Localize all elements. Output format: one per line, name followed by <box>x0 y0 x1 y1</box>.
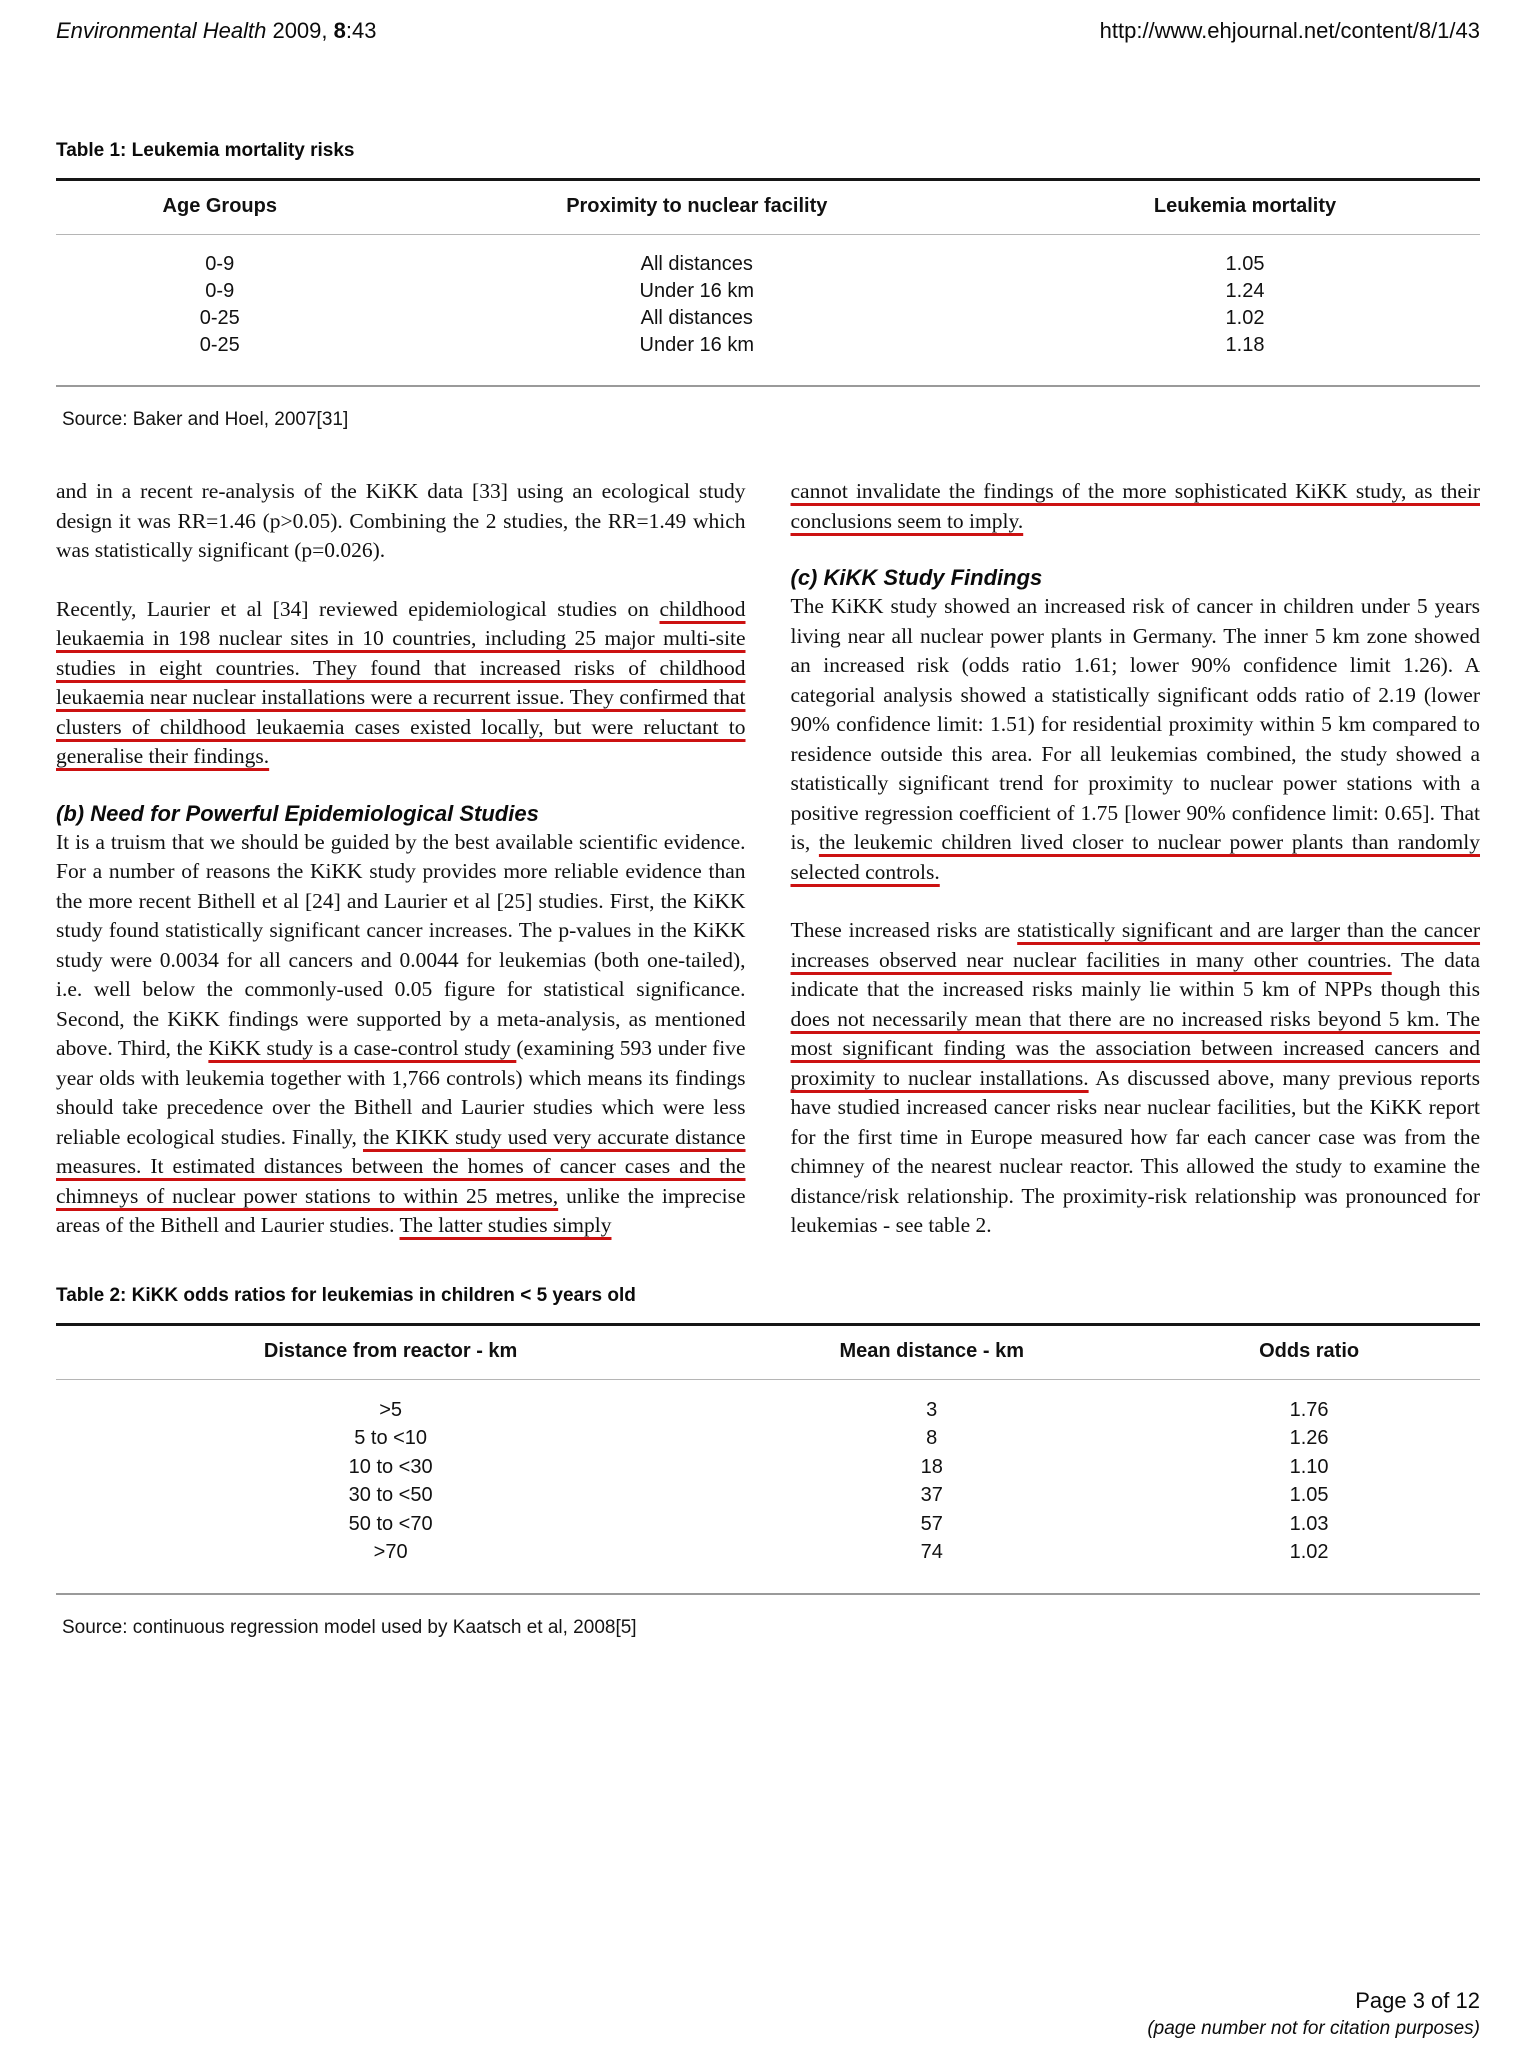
table2-header-row <box>56 1326 1480 1379</box>
table-cell: 30 to <50 <box>348 1484 433 1506</box>
red-underlined-text: KiKK study is a case-control study <box>208 1036 517 1060</box>
left-column <box>56 477 746 1241</box>
table-cell: All distances <box>640 253 753 275</box>
red-underlined-text: childhood leukaemia in 198 nuclear sites in 10 countries, including 25 major multi-site studies in eight countries. They found that increased risks of childhood leukaemia near nuclear installations were a recurrent issue. They confirmed that clusters of childhood leukaemia cases existed locally, but were reluctant to generalise their findings. <box>56 596 746 768</box>
table-cell: All distances <box>640 307 753 329</box>
table-cell: >70 <box>373 1541 408 1563</box>
table1-caption: Table 1: Leukemia mortality risks <box>56 140 355 161</box>
table-cell: 1.03 <box>1289 1512 1329 1535</box>
table1-col-header-mortality: Leukemia mortality <box>1153 195 1337 217</box>
body-text: The KiKK study showed an increased risk of cancer in children under 5 years living near all nuclear power plants in Germany. The inner 5 km zone showed an increased risk (odds ratio 1.61; lower 90% confidence limit 1.26). A categorial analysis showed a statistically significant odds ratio of 2.19 (lower 90% confidence limit: 1.51) for residential proximity within 5 km compared to residence outside this area. For all leukemias combined, the study showed a statistically significant trend for proximity to nuclear power stations with a positive regression coefficient of 1.75 [lower 90% confidence limit: 0.65]. That is, <box>790 594 1480 854</box>
table-cell: 0-25 <box>199 307 240 329</box>
table-row <box>56 305 1480 332</box>
page-footer <box>1147 1988 1480 2040</box>
table-cell: 1.76 <box>1289 1398 1329 1421</box>
red-underlined-text: the KIKK study used very accurate distance measures. It estimated distances between the homes of cancer cases and the chimneys of nuclear power stations to within 25 metres, <box>56 1124 746 1208</box>
table-cell: 0-9 <box>205 253 235 275</box>
journal-title: Environmental Health <box>56 18 267 43</box>
table-cell: 1.02 <box>1289 1541 1329 1563</box>
table2 <box>56 1323 1480 1595</box>
body-text: (examining 593 under five year olds with leukemia together with 1,766 controls) which means its findings should take precedence over the Bithell and Laurier studies which were less reliable ecological studies. Finally, <box>56 1036 746 1149</box>
table-cell: Under 16 km <box>639 334 755 356</box>
table1-source: Source: Baker and Hoel, 2007[31] <box>62 409 349 430</box>
table-cell: 3 <box>926 1398 938 1421</box>
paragraph <box>791 477 1481 536</box>
table-cell: 18 <box>920 1455 943 1478</box>
table2-source: Source: continuous regression model used by Kaatsch et al, 2008[5] <box>62 1616 637 1638</box>
paragraph <box>56 595 746 772</box>
paragraph <box>56 477 746 566</box>
page-header <box>56 18 1480 44</box>
table-row <box>56 1424 1480 1453</box>
right-column <box>791 477 1481 1241</box>
paragraph <box>56 828 746 1241</box>
red-underlined-text: does not necessarily mean that there are no increased risks beyond 5 km. The most significant finding was the association between increased cancers and proximity to nuclear installations. <box>790 1006 1480 1090</box>
table-cell: 1.02 <box>1225 307 1265 329</box>
table-cell: 1.24 <box>1225 280 1265 302</box>
body-text: The data indicate that the increased risks mainly lie within 5 km of NPPs though this <box>790 947 1480 1001</box>
red-underlined-text: The latter studies simply <box>399 1213 612 1237</box>
table-cell: 57 <box>920 1512 943 1535</box>
table-cell: 0-9 <box>205 280 235 302</box>
citation-pages: :43 <box>345 18 377 43</box>
table-cell: 1.26 <box>1289 1427 1329 1449</box>
table2-col-header-distance: Distance from reactor - km <box>263 1339 518 1362</box>
citation-volume: 8 <box>333 18 346 43</box>
body-columns <box>56 477 1480 1241</box>
table-cell: >5 <box>379 1398 403 1421</box>
table-cell: Under 16 km <box>639 280 755 302</box>
table-row <box>56 1510 1480 1539</box>
body-text: These increased risks are <box>790 918 1018 942</box>
table-cell: 1.05 <box>1225 253 1265 275</box>
table1-col-header-age: Age Groups <box>162 195 277 217</box>
journal-citation <box>56 18 376 44</box>
citation-note: (page number not for citation purposes) <box>1147 2018 1480 2039</box>
table-row <box>56 278 1480 305</box>
red-underlined-text: cannot invalidate the findings of the more sophisticated KiKK study, as their conclusions seem to imply. <box>790 479 1480 533</box>
table2-col-header-mean-distance: Mean distance - km <box>839 1339 1024 1362</box>
table1-header-row <box>56 181 1480 234</box>
section-heading-c: (c) KiKK Study Findings <box>790 565 1043 590</box>
section-heading-b: (b) Need for Powerful Epidemiological Studies <box>56 800 539 826</box>
body-text: It is a truism that we should be guided by the best available scientific evidence. For a number of reasons the KiKK study provides more reliable evidence than the more recent Bithell et al [24] and Laurier et al [25] studies. First, the KiKK study found statistically significant cancer increases. The p-values in the KiKK study were 0.0034 for all cancers and 0.0044 for leukemias (both one-tailed), i.e. well below the commonly-used 0.05 figure for statistical significance. Second, the KiKK findings were supported by a meta-analysis, as mentioned above. Third, the <box>56 829 746 1060</box>
table2-bottom-rule <box>56 1593 1480 1595</box>
table-row <box>56 1396 1480 1425</box>
table-cell: 0-25 <box>199 334 240 356</box>
table2-body <box>56 1380 1480 1593</box>
citation-year: 2009, <box>266 18 334 43</box>
table1-bottom-rule <box>56 385 1480 387</box>
table-row <box>56 1453 1480 1482</box>
body-text: Recently, Laurier et al [34] reviewed epidemiological studies on <box>56 596 660 621</box>
table-cell: 8 <box>926 1427 938 1449</box>
table-cell: 1.18 <box>1225 334 1265 356</box>
red-underlined-text: the leukemic children lived closer to nuclear power plants than randomly selected controls. <box>790 830 1480 884</box>
paragraph <box>791 592 1481 887</box>
table-cell: 5 to <10 <box>354 1427 428 1449</box>
paragraph <box>791 916 1481 1241</box>
table1 <box>56 178 1480 387</box>
body-text: As discussed above, many previous reports have studied increased cancer risks near nuclear facilities, but the KiKK report for the first time in Europe measured how far each cancer case was from the chimney of the nearest nuclear reactor. This allowed the study to examine the distance/risk relationship. The proximity-risk relationship was pronounced for leukemias - see table 2. <box>790 1065 1481 1237</box>
table-row <box>56 1481 1480 1510</box>
red-underlined-text: statistically significant and are larger than the cancer increases observed near nuclear facilities in many other countries. <box>790 918 1481 972</box>
table2-col-header-odds-ratio: Odds ratio <box>1259 1339 1360 1362</box>
body-text: unlike the imprecise areas of the Bithell and Laurier studies. <box>56 1183 746 1237</box>
table1-col-header-proximity: Proximity to nuclear facility <box>566 195 828 217</box>
table-row <box>56 251 1480 278</box>
table-cell: 1.10 <box>1289 1455 1329 1478</box>
table-cell: 10 to <30 <box>348 1455 433 1478</box>
table2-caption: Table 2: KiKK odds ratios for leukemias in children < 5 years old <box>56 1284 636 1306</box>
table1-body <box>56 235 1480 385</box>
page-number: Page 3 of 12 <box>1355 1988 1480 2013</box>
table-cell: 74 <box>920 1541 943 1563</box>
table-row <box>56 1538 1480 1567</box>
table-cell: 50 to <70 <box>348 1512 433 1535</box>
table-cell: 1.05 <box>1289 1484 1329 1506</box>
article-url: http://www.ehjournal.net/content/8/1/43 <box>1099 18 1480 43</box>
table-cell: 37 <box>920 1484 943 1506</box>
body-text: and in a recent re-analysis of the KiKK data [33] using an ecological study design it was RR=1.46 (p>0.05). Combining the 2 studies, the RR=1.49 which was statistically significant (p=0.026). <box>56 479 746 562</box>
table-row <box>56 332 1480 359</box>
